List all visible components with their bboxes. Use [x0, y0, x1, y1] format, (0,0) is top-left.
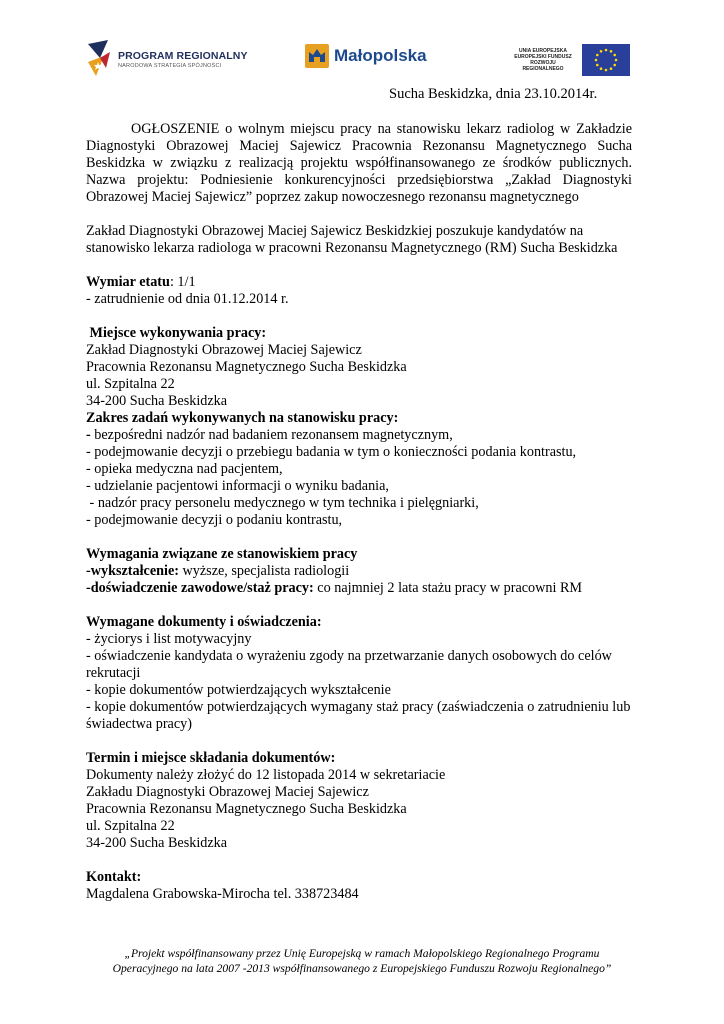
submission-line: ul. Szpitalna 22 [86, 818, 175, 834]
document-item: - kopie dokumentów potwierdzających wykształcenie [86, 682, 391, 698]
submission-line: 34-200 Sucha Beskidzka [86, 835, 228, 851]
footer-line1: „Projekt współfinansowany przez Unię Europejską w ramach Małopolskiego Regionalnego Programu [124, 947, 600, 960]
footer-note [0, 946, 724, 976]
contact-line: Magdalena Grabowska-Mirocha tel. 338723484 [86, 886, 359, 902]
document-item: - kopie dokumentów potwierdzających wymagany staż pracy (zaświadczenia o zatrudnieniu lub świadectwa pracy) [86, 699, 631, 732]
submission-line: Dokumenty należy złożyć do 12 listopada 2014 w sekretariacie [86, 767, 446, 783]
contact-heading: Kontakt: [86, 869, 142, 885]
malopolska-logo-text: Małopolska [334, 46, 427, 65]
logo-bar [0, 36, 724, 86]
submission-line: Zakładu Diagnostyki Obrazowej Maciej Sajewicz [86, 784, 369, 800]
malopolska-emblem-icon [305, 44, 329, 68]
footer-line2: Operacyjnego na lata 2007 -2013 współfinansowanego z Europejskiego Funduszu Rozwoju Regionalnego” [112, 962, 612, 975]
document-date: Sucha Beskidzka, dnia 23.10.2014r. [389, 86, 598, 102]
submission-line: Pracownia Rezonansu Magnetycznego Sucha Beskidzka [86, 801, 407, 817]
employment-start: - zatrudnienie od dnia 01.12.2014 r. [86, 291, 289, 307]
duty-item: - opieka medyczna nad pacjentem, [86, 461, 283, 477]
workplace-line: ul. Szpitalna 22 [86, 376, 175, 392]
eu-logo [510, 44, 630, 76]
program-regionalny-logo [86, 38, 248, 80]
eu-logo-line1: UNIA EUROPEJSKA [519, 48, 567, 54]
workplace-line: 34-200 Sucha Beskidzka [86, 393, 228, 409]
duties-heading: Zakres zadań wykonywanych na stanowisku pracy: [86, 410, 399, 426]
workplace-heading: Miejsce wykonywania pracy: [86, 325, 267, 341]
program-regionalny-emblem-icon [86, 38, 112, 80]
workplace-line: Pracownia Rezonansu Magnetycznego Sucha Beskidzka [86, 359, 407, 375]
requirement-education: -wykształcenie: wyższe, specjalista radiologii [86, 563, 350, 579]
submission-heading: Termin i miejsce składania dokumentów: [86, 750, 336, 766]
requirement-experience: -doświadczenie zawodowe/staż pracy: co najmniej 2 lata stażu pracy w pracowni RM [86, 580, 583, 596]
eu-logo-line3: ROZWOJU REGIONALNEGO [522, 60, 564, 72]
workplace-line: Zakład Diagnostyki Obrazowej Maciej Sajewicz [86, 342, 362, 358]
requirements-heading: Wymagania związane ze stanowiskiem pracy [86, 546, 358, 562]
employment-value: : 1/1 [169, 274, 196, 290]
program-logo-title: PROGRAM REGIONALNY [118, 49, 248, 62]
employment-section [86, 274, 632, 291]
document-item: - życiorys i list motywacyjny [86, 631, 252, 647]
duty-item: - podejmowanie decyzji o podaniu kontrastu, [86, 512, 343, 528]
eu-logo-line2: EUROPEJSKI FUNDUSZ [514, 54, 572, 60]
employment-label: Wymiar etatu [86, 274, 170, 290]
duty-item: - nadzór pracy personelu medycznego w tym technika i pielęgniarki, [86, 495, 479, 511]
search-paragraph: Zakład Diagnostyki Obrazowej Maciej Sajewicz Beskidzkiej poszukuje kandydatów na stanowisko lekarza radiologa w pracowni Rezonansu Magnetycznego (RM) Sucha Beskidzka [86, 223, 618, 256]
document-body [86, 121, 632, 903]
document-item: - oświadczenie kandydata o wyrażeniu zgody na przetwarzanie danych osobowych do celów rekrutacji [86, 648, 612, 681]
program-logo-subtitle: NARODOWA STRATEGIA SPÓJNOŚCI [118, 62, 222, 69]
duty-item: - udzielanie pacjentowi informacji o wyniku badania, [86, 478, 389, 494]
duty-item: - podejmowanie decyzji o przebiegu badania w tym o konieczności podania kontrastu, [86, 444, 577, 460]
announcement-paragraph: OGŁOSZENIE o wolnym miejscu pracy na stanowisku lekarz radiolog w Zakładzie Diagnostyki Obrazowej Maciej Sajewicz Pracownia Rezonansu Magnetycznego Sucha Beskidzka w związku z realizacją projektu współfinansowanego ze środków publicznych. Nazwa projektu: Podniesienie konkurencyjności przedsiębiorstwa „Zakład Diagnostyki Obrazowej Maciej Sajewicz” poprzez zakup nowoczesnego rezonansu magnetycznego [86, 121, 632, 205]
duty-item: - bezpośredni nadzór nad badaniem rezonansem magnetycznym, [86, 427, 453, 443]
documents-heading: Wymagane dokumenty i oświadczenia: [86, 614, 322, 630]
eu-flag-icon [582, 44, 630, 76]
malopolska-logo [305, 44, 427, 68]
